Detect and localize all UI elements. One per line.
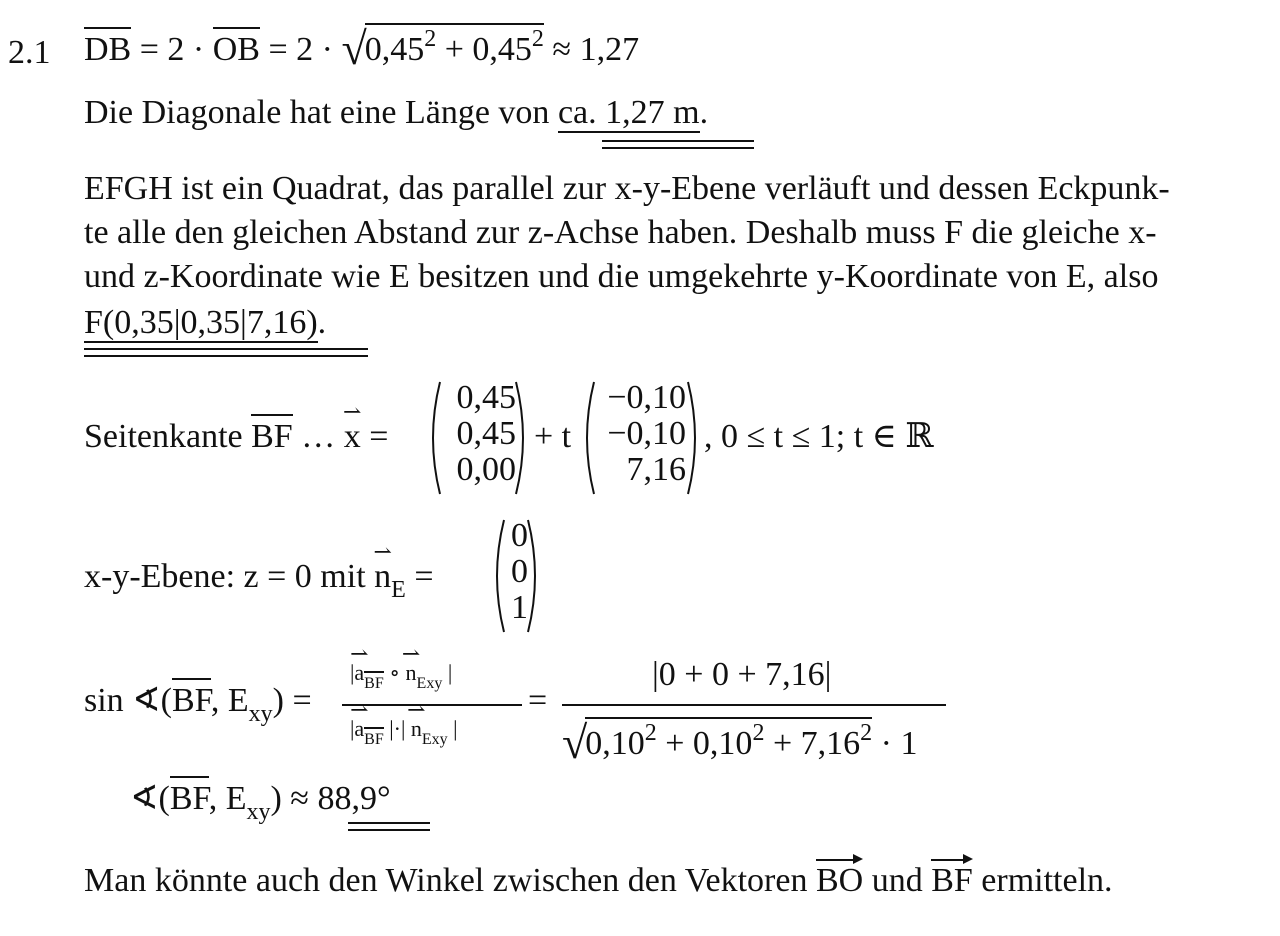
radical-icon: √ <box>562 717 588 768</box>
frac2-numerator: |0 + 0 + 7,16| <box>652 656 832 693</box>
frac2-denominator <box>562 716 918 768</box>
sine-xy: xy <box>248 701 273 727</box>
edge-bf: BF <box>251 414 293 455</box>
angle-prefix: ∢( <box>130 780 170 817</box>
normal-right-paren <box>526 518 544 634</box>
angle-approx: ) ≈ <box>270 780 318 817</box>
n-vector: n ⇀ <box>406 662 417 684</box>
frac1-denominator: |a $⇀_{BF}$ |·| n $⇀_{Exy}$ | <box>350 718 458 748</box>
angle-xy: xy <box>246 799 271 825</box>
final-text2: ermitteln. <box>972 862 1113 899</box>
circ-op: ∘ <box>383 660 406 685</box>
diagonal-double-underline <box>602 140 754 149</box>
vec1-y: 0,45 <box>456 415 516 452</box>
a-sub: BF <box>364 671 384 692</box>
radical-icon: √ <box>341 23 367 74</box>
normal-matrix <box>504 518 528 626</box>
section-number: 2.1 <box>8 34 51 71</box>
den-mid: |·| <box>383 716 411 741</box>
sine-bf: BF <box>172 678 211 719</box>
sine-left <box>84 684 312 726</box>
den2-c: + 7,16 <box>764 725 861 762</box>
vec1-matrix <box>440 380 516 488</box>
bo-vector: BO <box>815 862 864 899</box>
normal-vector: n ⇀ <box>374 560 391 594</box>
plane-eq: = <box>405 558 434 595</box>
normal-z: 1 <box>511 589 528 626</box>
edge-label <box>84 420 388 454</box>
a-vector: a ⇀ <box>354 662 364 684</box>
equals-two-b: = 2 · <box>259 31 342 68</box>
f-double-underline <box>84 348 368 357</box>
normal-y: 0 <box>511 553 528 590</box>
plane-text: x-y-Ebene: z = 0 mit <box>84 558 375 595</box>
frac-equals: = <box>528 682 548 719</box>
edge-eq: = <box>360 418 389 455</box>
parameter-range: , 0 ≤ t ≤ 1; t ∈ ℝ <box>704 418 934 455</box>
bf-vector: BF <box>931 862 973 899</box>
vec2-y: −0,10 <box>607 415 686 452</box>
paragraph-line-4 <box>84 306 326 340</box>
paragraph-line-3: und z-Koordinate wie E besitzen und die umgekehrte y-Koordinate von E, also <box>84 258 1159 295</box>
diagonal-result: ca. 1,27 m <box>557 94 700 131</box>
n-sub: Exy <box>416 675 443 692</box>
vec2-z: 7,16 <box>626 451 686 488</box>
x-vector: x ⇀ <box>344 420 361 454</box>
approx-value: ≈ 1,27 <box>543 31 640 68</box>
angle-comma: , E <box>208 780 247 817</box>
exp-b: 2 <box>531 26 544 52</box>
frac1-line <box>342 704 522 706</box>
paragraph-line-2: te alle den gleichen Abstand zur z-Achse haben. Deshalb muss F die gleiche x- <box>84 214 1157 251</box>
sine-comma: , E <box>210 682 249 719</box>
db-segment: DB <box>84 27 131 68</box>
paragraph-line-1: EFGH ist ein Quadrat, das parallel zur x-y-Ebene verläuft und dessen Eckpunk- <box>84 170 1170 207</box>
den2-exp3: 2 <box>860 720 873 746</box>
angle-bf: BF <box>170 776 209 817</box>
den2-b: + 0,10 <box>656 725 753 762</box>
vec2-x: −0,10 <box>607 379 686 416</box>
diagonal-text: Die Diagonale hat eine Länge von <box>84 94 558 131</box>
vec2-right-paren <box>686 380 704 496</box>
diagonal-sentence <box>84 96 708 130</box>
edge-text: Seitenkante <box>84 418 252 455</box>
final-sentence <box>84 864 1113 898</box>
den2-exp1: 2 <box>644 720 657 746</box>
vec1-z: 0,00 <box>456 451 516 488</box>
den-n-sub: Exy <box>421 731 448 748</box>
final-text1: Man könnte auch den Winkel zwischen den Vektoren <box>84 862 816 899</box>
den2-end: · 1 <box>872 725 918 762</box>
den-a-sub: BF <box>364 727 384 748</box>
vec1-right-paren <box>514 380 532 496</box>
f-coordinates: F(0,35|0,35|7,16) <box>84 304 318 341</box>
frac2-line <box>562 704 946 706</box>
diagonal-end: . <box>699 94 709 131</box>
rad-plus: + 0,45 <box>436 31 532 68</box>
den-a-vector: a ⇀ <box>354 718 364 740</box>
frac1-numerator <box>350 662 452 692</box>
angle-result-line <box>130 782 391 824</box>
rad-a: 0,45 <box>364 31 425 68</box>
angle-result: 88,9° <box>317 780 391 817</box>
equals-two: = 2 · <box>131 31 213 68</box>
num-bar-left: | <box>350 660 355 685</box>
angle-double-underline <box>348 822 430 831</box>
vec1-x: 0,45 <box>456 379 516 416</box>
diagonal-formula <box>84 22 640 74</box>
root-expression <box>341 22 544 74</box>
final-und: und <box>863 862 932 899</box>
paragraph-end: . <box>317 304 327 341</box>
sine-close: ) = <box>272 682 312 719</box>
plane-label <box>84 560 434 602</box>
num-bar-right: | <box>442 660 453 685</box>
normal-x: 0 <box>511 517 528 554</box>
den2-exp2: 2 <box>752 720 765 746</box>
vec2-matrix <box>594 380 686 488</box>
sin-angle: sin ∢( <box>84 682 172 719</box>
ob-segment: OB <box>213 27 260 68</box>
plus-t: + t <box>534 418 572 455</box>
normal-sub: E <box>391 577 406 603</box>
exp-a: 2 <box>424 26 437 52</box>
den-n-vector: n ⇀ <box>411 718 422 740</box>
edge-dots: … <box>292 418 344 455</box>
den2-a: 0,10 <box>585 725 645 762</box>
